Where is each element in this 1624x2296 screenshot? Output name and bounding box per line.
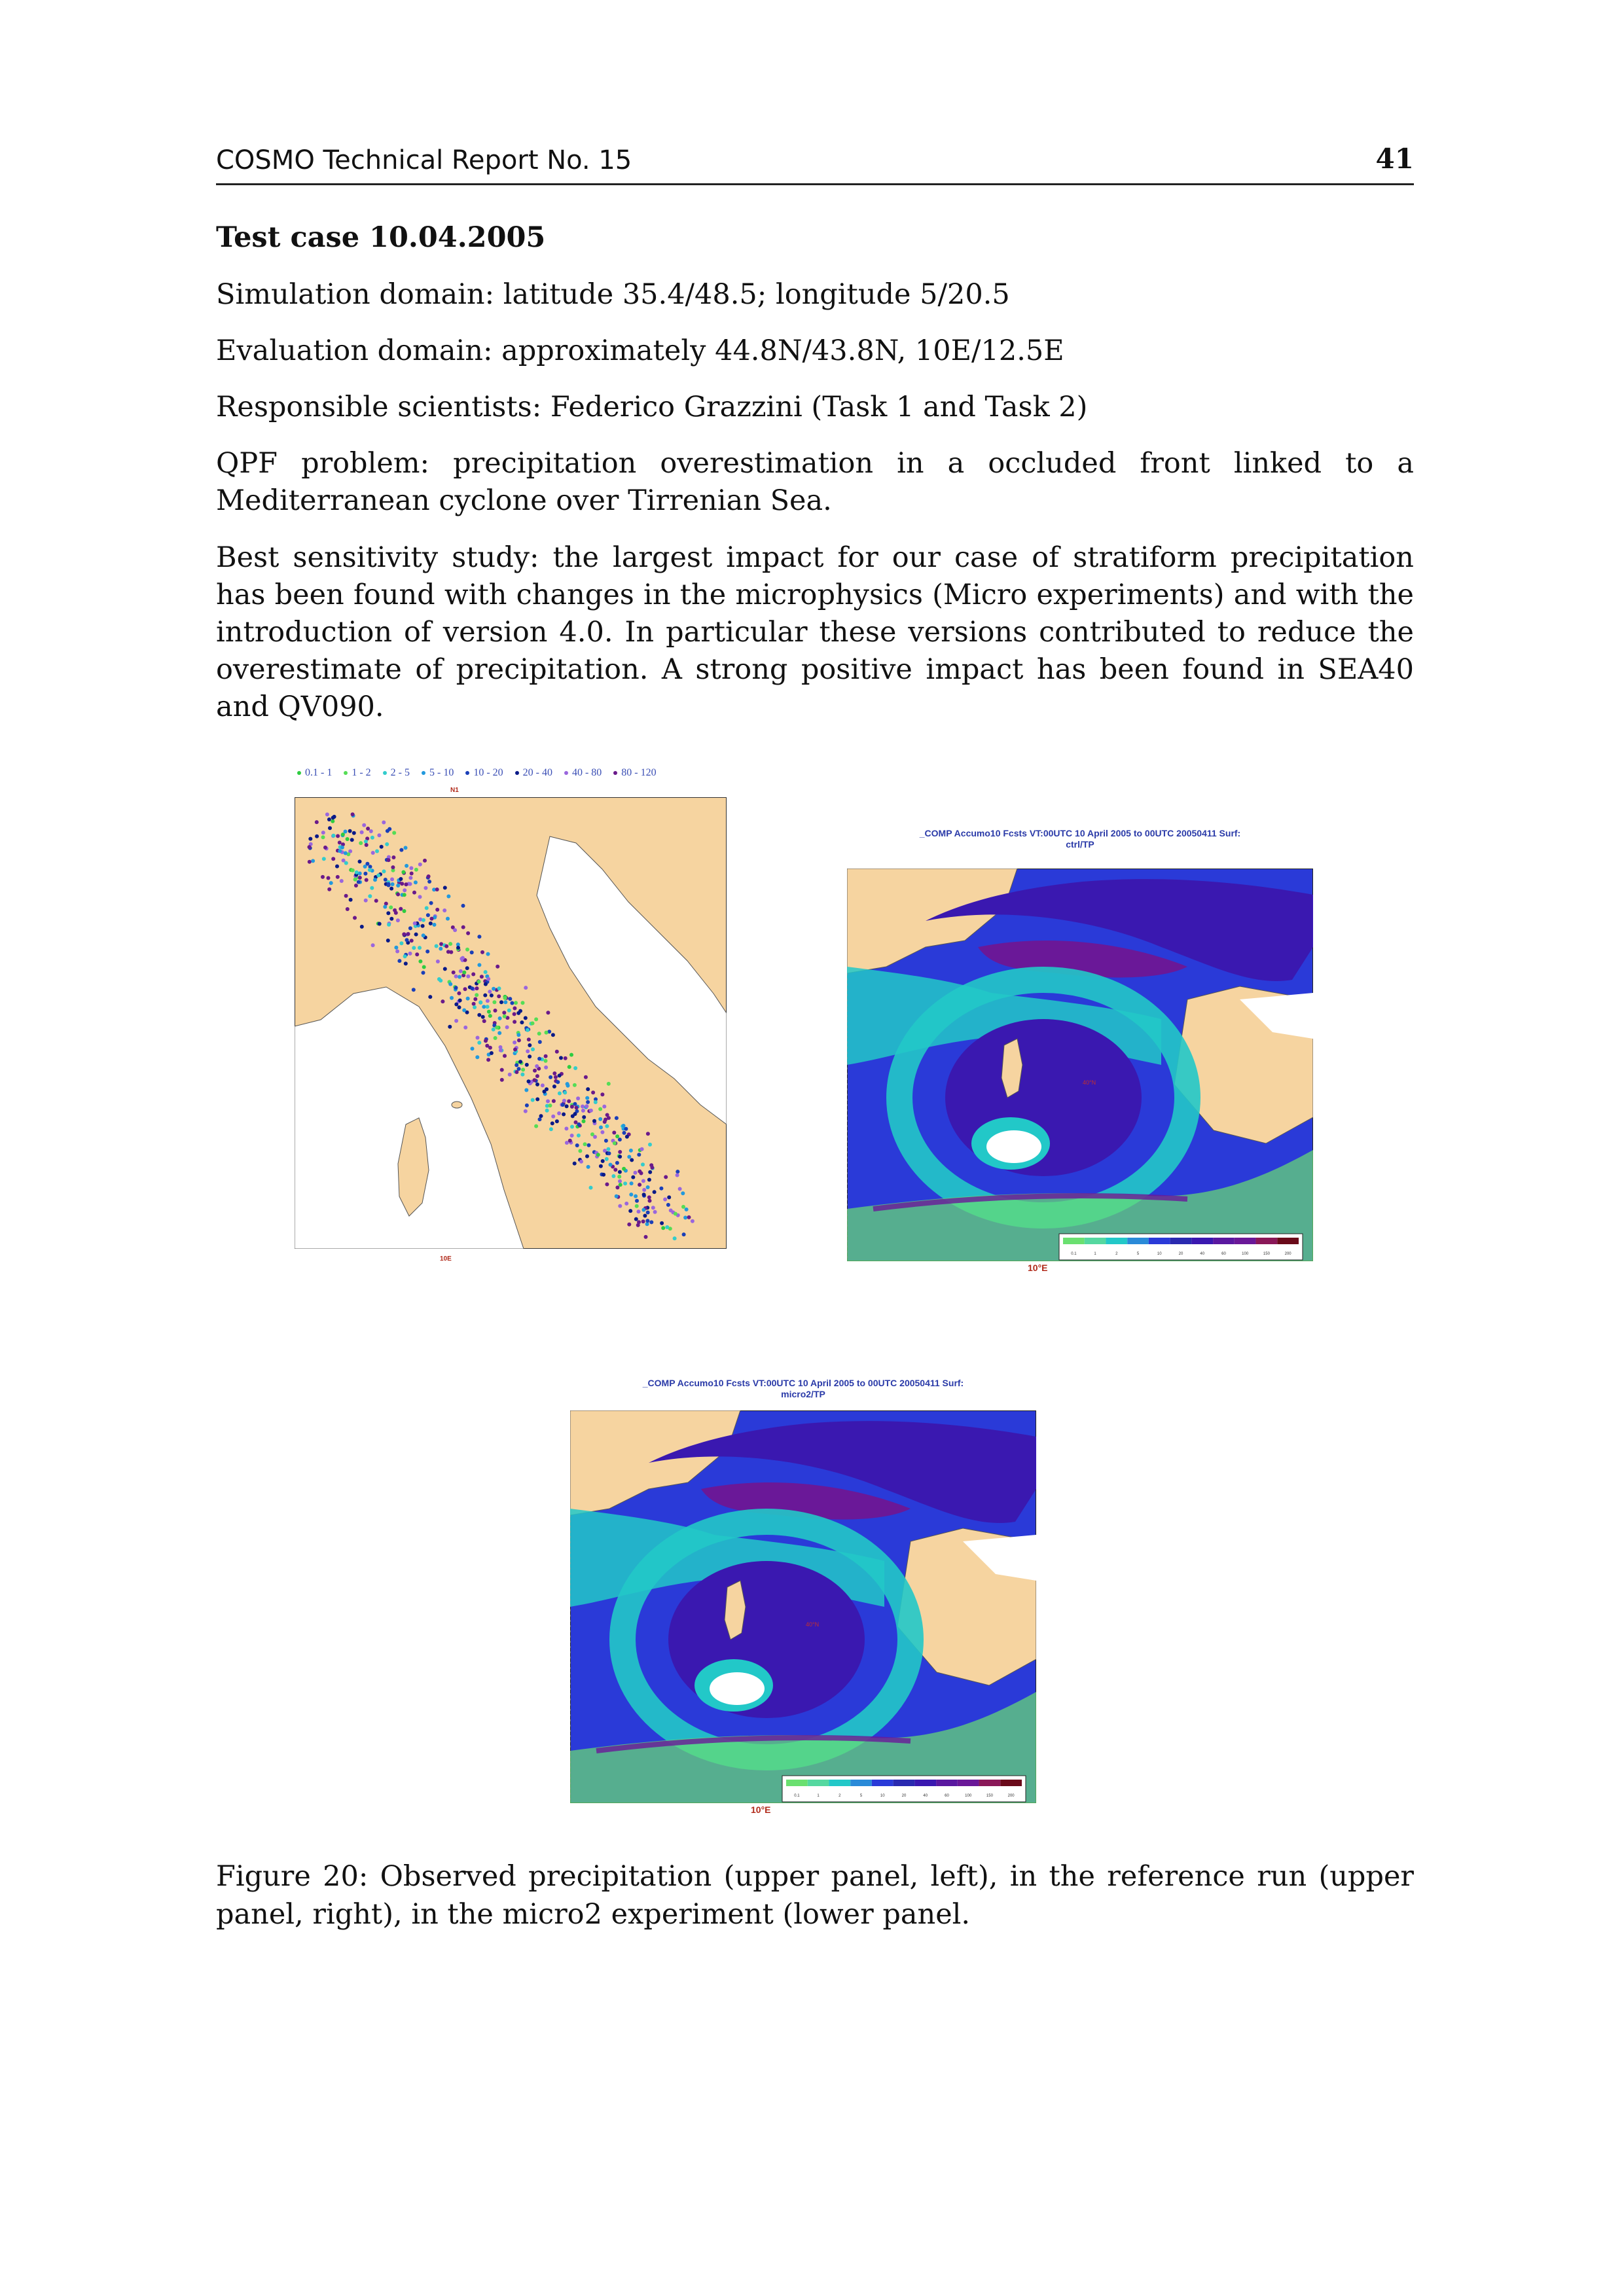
svg-text:60: 60 [1221,1252,1226,1256]
figure-caption: Figure 20: Observed precipitation (upper panel, left), in the reference run (upper panel, right), in the micro2 experiment (lower panel. [216,1860,1414,1931]
svg-text:40: 40 [1200,1252,1205,1256]
svg-text:40°N: 40°N [806,1621,820,1628]
observed-map [295,797,727,1249]
best-sensitivity-paragraph: Best sensitivity study: the largest impact for our case of stratiform precipitation has been found with changes in the microphysics (Micro experiments) and with the introduction of version 4.0. In particular these versions contributed to reduce the overestimate of precipitation. A strong positive impact has been found in SEA40 and QV090. [216,541,1414,723]
legend-label: 80 - 120 [621,767,657,778]
svg-text:0.1: 0.1 [794,1794,800,1798]
svg-text:150: 150 [986,1794,993,1798]
svg-text:5: 5 [859,1794,863,1798]
section-title: Test case 10.04.2005 [216,221,546,254]
svg-text:200: 200 [1284,1252,1291,1256]
page-header [216,143,1414,185]
svg-text:10: 10 [1157,1252,1162,1256]
legend-item [564,767,602,778]
observed-legend [297,767,668,779]
qpf-problem-paragraph: QPF problem: precipitation overestimation in a occluded front linked to a Mediterranean cyclone over Tirrenian Sea. [216,447,1414,517]
legend-swatch [422,771,425,775]
ctrl-title-line2: ctrl/TP [1066,839,1094,850]
svg-text:100: 100 [1242,1252,1249,1256]
legend-label: 20 - 40 [522,767,552,778]
ctrl-forecast-panel [844,828,1316,1280]
legend-swatch [515,771,519,775]
legend-swatch [564,771,568,775]
page-number: 41 [1375,143,1414,175]
legend-item [422,767,454,778]
legend-swatch [344,771,348,775]
svg-text:2: 2 [1115,1252,1118,1256]
evaluation-domain-paragraph: Evaluation domain: approximately 44.8N/43.8N, 10E/12.5E [216,334,1064,367]
legend-label: 5 - 10 [429,767,454,778]
micro2-forecast-panel [568,1378,1039,1829]
simulation-domain-paragraph: Simulation domain: latitude 35.4/48.5; longitude 5/20.5 [216,278,1010,311]
legend-swatch [613,771,617,775]
svg-text:5: 5 [1136,1252,1140,1256]
ctrl-map [847,869,1313,1261]
report-title: COSMO Technical Report No. 15 [216,145,632,175]
legend-item [515,767,552,778]
legend-label: 40 - 80 [571,767,602,778]
legend-label: 2 - 5 [390,767,410,778]
observed-top-axis-label: N1 [450,787,459,794]
legend-swatch [465,771,469,775]
svg-text:1: 1 [817,1794,820,1798]
svg-text:20: 20 [1178,1252,1183,1256]
legend-label: 1 - 2 [352,767,371,778]
ctrl-axis-label: 10°E [1028,1263,1048,1273]
svg-text:1: 1 [1094,1252,1096,1256]
micro2-title-line1: _COMP Accumo10 Fcsts VT:00UTC 10 April 2005 to 00UTC 20050411 Surf: [642,1378,964,1388]
legend-item [383,767,410,778]
legend-swatch [297,771,301,775]
svg-text:2: 2 [839,1794,841,1798]
svg-text:150: 150 [1263,1252,1270,1256]
svg-text:0.1: 0.1 [1071,1252,1077,1256]
observed-precipitation-panel [288,759,746,1296]
ctrl-title [844,828,1316,850]
svg-text:100: 100 [965,1794,972,1798]
svg-text:200: 200 [1007,1794,1015,1798]
micro2-axis-label: 10°E [751,1804,771,1815]
micro2-map [570,1410,1036,1803]
legend-item [344,767,370,778]
micro2-title-line2: micro2/TP [781,1389,825,1399]
micro2-title [568,1378,1039,1400]
observed-bottom-axis-label: 10E [440,1255,452,1263]
responsible-paragraph: Responsible scientists: Federico Grazzini (Task 1 and Task 2) [216,391,1088,423]
svg-text:40: 40 [923,1794,928,1798]
svg-text:60: 60 [945,1794,949,1798]
legend-item [297,767,332,778]
legend-item [613,767,656,778]
legend-label: 0.1 - 1 [305,767,333,778]
legend-label: 10 - 20 [473,767,503,778]
legend-item [465,767,503,778]
svg-text:40°N: 40°N [1083,1079,1096,1086]
svg-text:20: 20 [901,1794,907,1798]
legend-swatch [383,771,387,775]
svg-text:10: 10 [880,1794,885,1798]
ctrl-title-line1: _COMP Accumo10 Fcsts VT:00UTC 10 April 2005 to 00UTC 20050411 Surf: [919,828,1241,838]
